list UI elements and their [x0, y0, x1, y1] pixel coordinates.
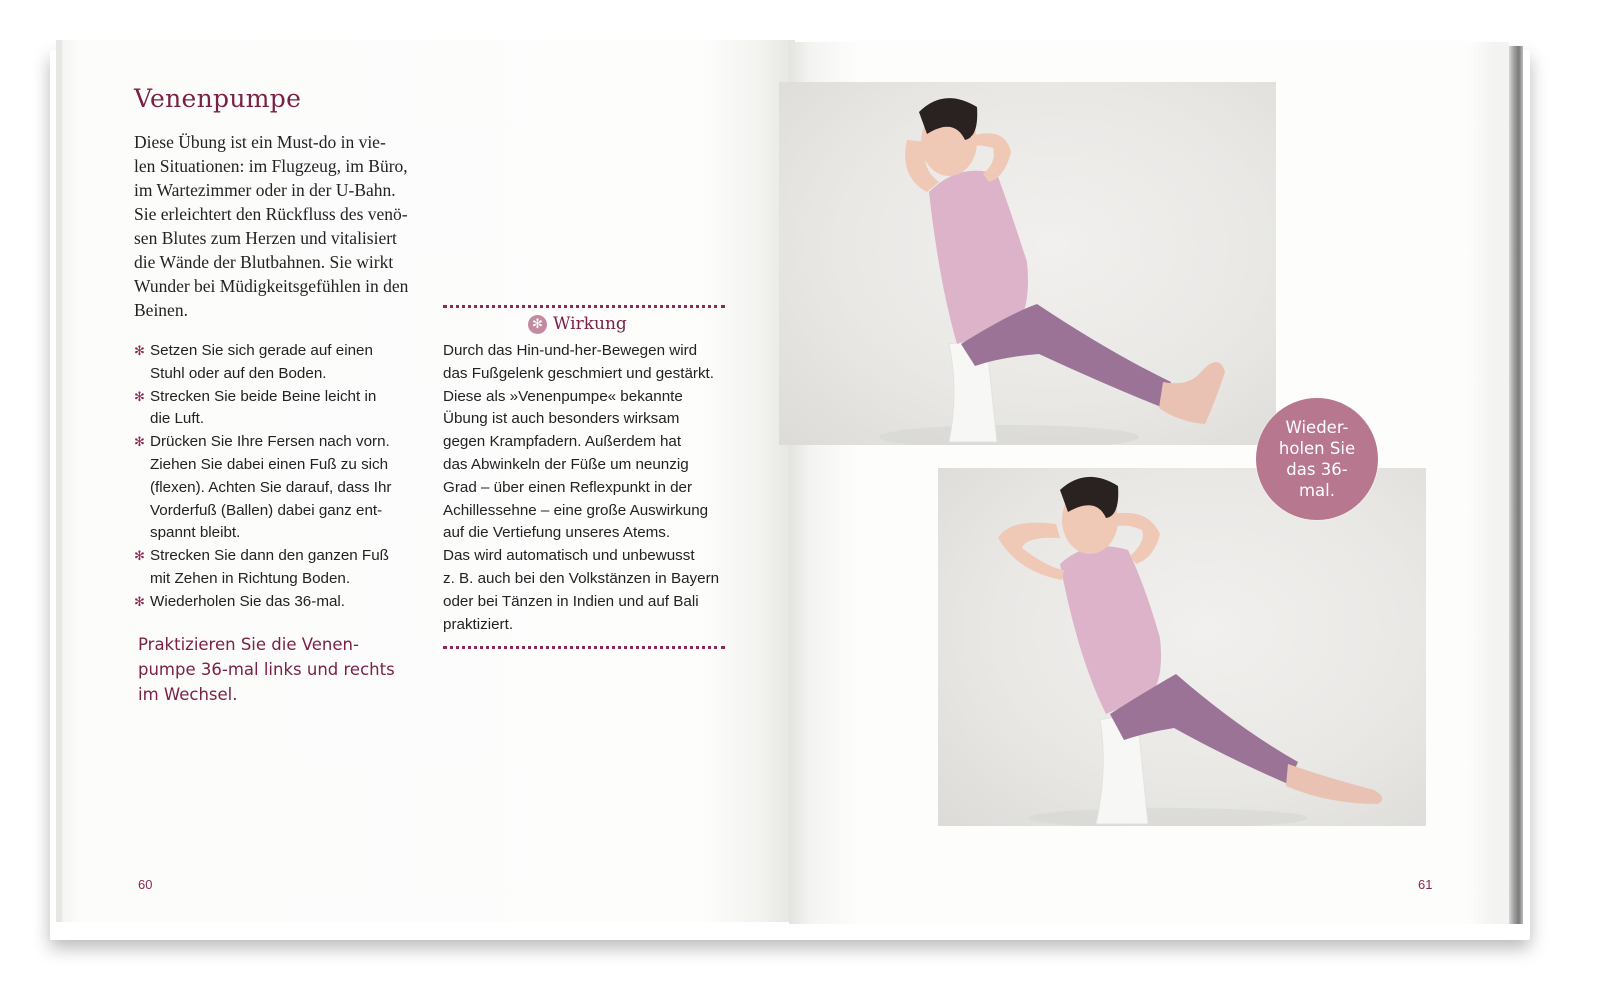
wirkung-line: oder bei Tänzen in Indien und auf Bali	[443, 592, 699, 610]
asterisk-bullet-icon: ✻	[134, 343, 145, 358]
intro-line: Sie erleichtert den Rückfluss des venö-	[134, 204, 408, 224]
wirkung-title-text: Wirkung	[553, 314, 627, 334]
wirkung-line: Übung ist auch besonders wirksam	[443, 410, 680, 428]
step-line: mit Zehen in Richtung Boden.	[150, 569, 351, 587]
practice-line: im Wechsel.	[138, 685, 238, 704]
exercise-photo-top	[779, 82, 1276, 445]
step-item	[134, 545, 424, 591]
exercise-steps	[134, 340, 424, 614]
practice-line: Praktizieren Sie die Venen-	[138, 635, 359, 654]
intro-line: Diese Übung ist ein Must-do in vie-	[134, 132, 386, 152]
wirkung-line: Durch das Hin-und-her-Bewegen wird	[443, 342, 698, 359]
step-line: Strecken Sie beide Beine leicht in	[150, 387, 377, 405]
practice-line: pumpe 36-mal links und rechts	[138, 660, 395, 679]
asterisk-bullet-icon: ✻	[134, 434, 145, 450]
intro-line: Beinen.	[134, 300, 188, 320]
wirkung-line: Diese als »Venenpumpe« bekannte	[443, 387, 683, 405]
asterisk-bullet-icon: ✻	[134, 388, 145, 404]
page-number-right: 61	[1418, 877, 1433, 892]
asterisk-bullet-icon: ✻	[134, 548, 145, 564]
step-line: spannt bleibt.	[150, 524, 241, 542]
intro-paragraph	[134, 130, 414, 322]
repeat-badge	[1256, 398, 1378, 520]
badge-line: holen Sie	[1278, 439, 1356, 458]
wirkung-line: praktiziert.	[443, 615, 514, 633]
woman-seated-figure	[779, 82, 1276, 445]
intro-line: sen Blutes zum Herzen und vitalisiert	[134, 228, 397, 248]
asterisk-circle-icon: ✻	[528, 315, 547, 334]
wirkung-line: Grad – über einen Reflexpunkt in der	[443, 478, 693, 496]
wirkung-line: Achillessehne – eine große Auswirkung	[443, 501, 709, 519]
step-line: Stuhl oder auf den Boden.	[150, 364, 327, 382]
wirkung-line: das Fußgelenk geschmiert und gestärkt.	[443, 364, 714, 382]
wirkung-heading	[528, 314, 627, 334]
book-page-edges	[1509, 46, 1523, 924]
wirkung-line: auf die Vertiefung unseres Atems.	[443, 524, 671, 542]
dotted-divider-top	[443, 305, 725, 308]
intro-line: len Situationen: im Flugzeug, im Büro,	[134, 156, 408, 176]
step-line: Drücken Sie Ihre Fersen nach vorn.	[150, 433, 390, 451]
step-line: Ziehen Sie dabei einen Fuß zu sich	[150, 455, 389, 473]
badge-line: das 36-mal.	[1286, 460, 1348, 500]
exercise-photo-bottom	[938, 468, 1426, 826]
step-item	[134, 591, 424, 614]
step-line: die Luft.	[150, 410, 205, 428]
woman-seated-figure	[938, 468, 1426, 826]
wirkung-line: gegen Krampfadern. Außerdem hat	[443, 433, 682, 451]
wirkung-line: Das wird automatisch und unbewusst	[443, 547, 695, 565]
page-number-left: 60	[138, 877, 153, 892]
page-heading: Venenpumpe	[134, 84, 302, 113]
wirkung-paragraph	[443, 340, 728, 636]
step-line: Wiederholen Sie das 36-mal.	[150, 592, 346, 610]
step-line: Vorderfuß (Ballen) dabei ganz ent-	[150, 501, 383, 519]
wirkung-line: das Abwinkeln der Füße um neunzig	[443, 455, 689, 473]
step-line: (flexen). Achten Sie darauf, dass Ihr	[150, 478, 392, 496]
wirkung-line: z. B. auch bei den Volkstänzen in Bayern	[443, 569, 720, 587]
intro-line: die Wände der Blutbahnen. Sie wirkt	[134, 252, 394, 272]
asterisk-bullet-icon: ✻	[134, 593, 145, 609]
step-line: Setzen Sie sich gerade auf einen	[150, 342, 373, 359]
intro-line: im Wartezimmer oder in der U-Bahn.	[134, 180, 396, 200]
intro-line: Wunder bei Müdigkeitsgefühlen in den	[134, 276, 409, 296]
badge-line: Wieder-	[1285, 418, 1349, 437]
step-item	[134, 431, 424, 545]
dotted-divider-bottom	[443, 646, 725, 649]
step-item	[134, 340, 424, 386]
step-line: Strecken Sie dann den ganzen Fuß	[150, 547, 389, 565]
practice-note	[138, 632, 428, 707]
step-item	[134, 386, 424, 432]
